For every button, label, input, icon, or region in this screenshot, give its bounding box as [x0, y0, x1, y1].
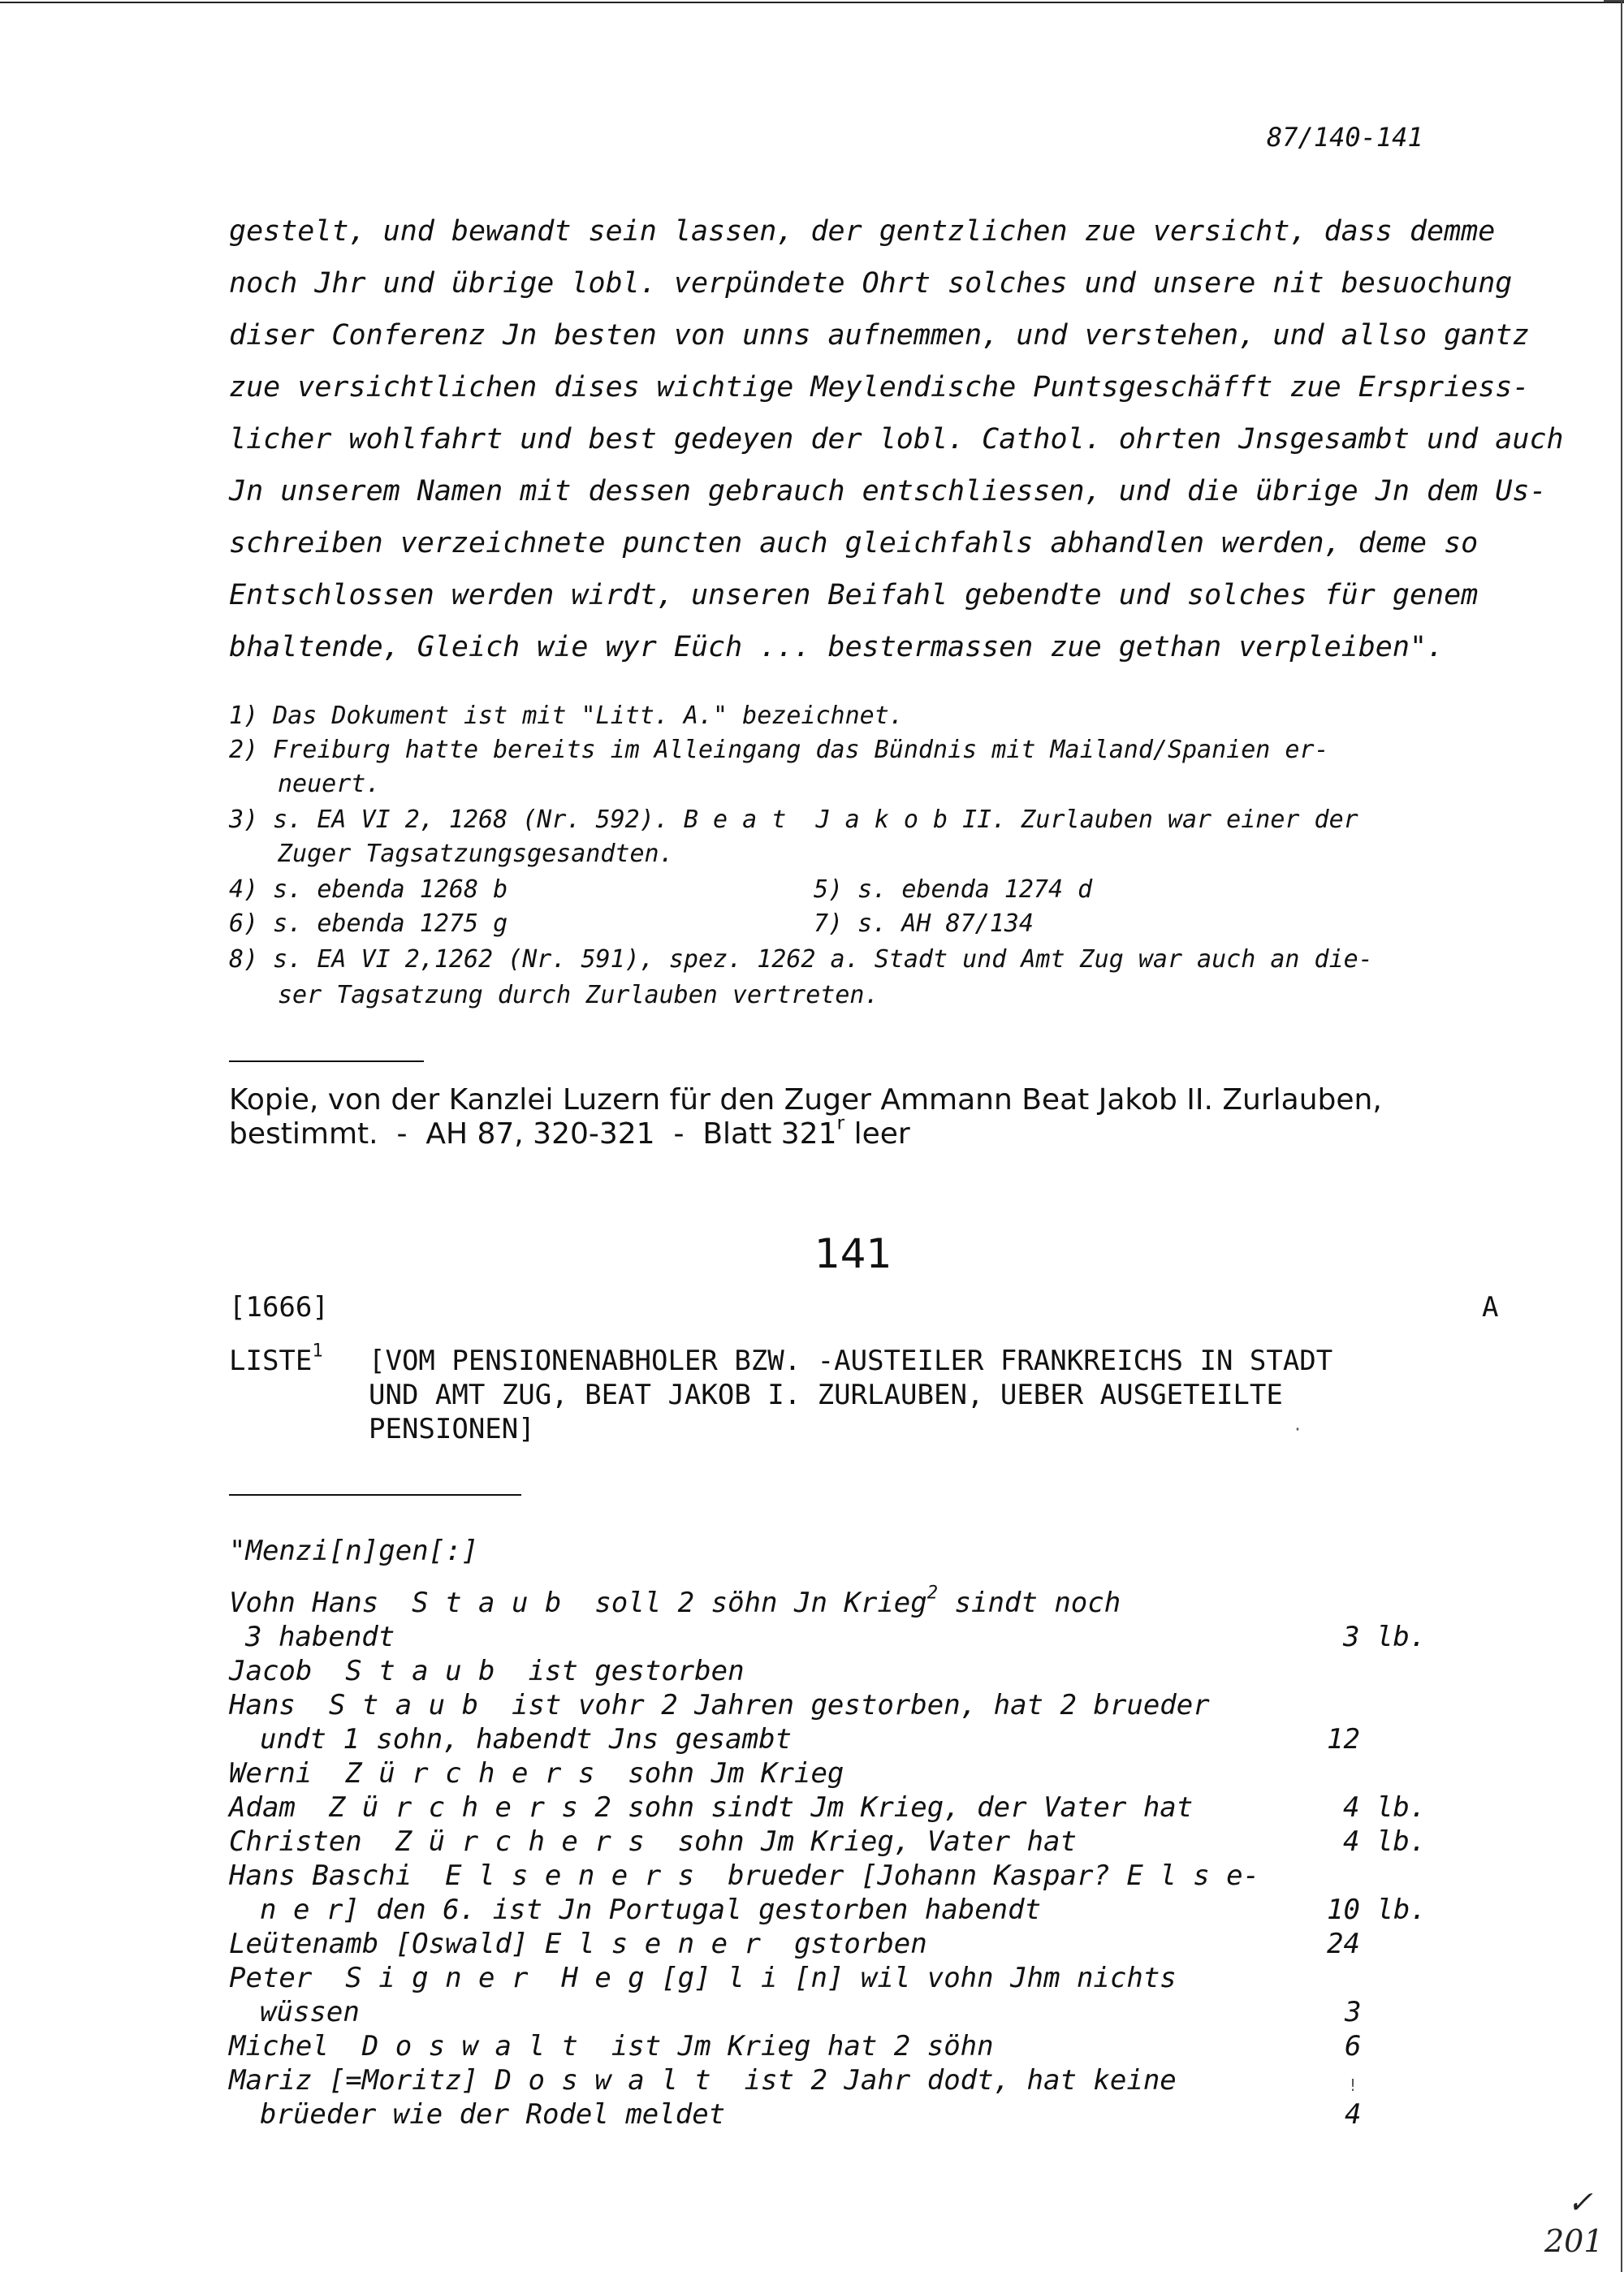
paragraph-line: licher wohlfahrt und best gedeyen der lobl. Cathol. ohrten Jnsgesambt und auch	[229, 423, 1564, 456]
list-item: Peter S i g n e r H e g [g] l i [n] wil vohn Jhm nichts	[229, 1962, 1177, 1994]
list-item: Jacob S t a u b ist gestorben	[229, 1655, 745, 1687]
footnote-3: 3) s. EA VI 2, 1268 (Nr. 592). B e a t J a k o b II. Zurlauben war einer der	[229, 806, 1358, 834]
list-item: Mariz [=Moritz] D o s w a l t ist 2 Jahr dodt, hat keine	[229, 2064, 1177, 2097]
list-item-cont: brüeder wie der Rodel meldet	[260, 2098, 726, 2131]
footnote-1: 1) Das Dokument ist mit "Litt. A." bezeichnet.	[229, 702, 904, 730]
document-title-line: UND AMT ZUG, BEAT JAKOB I. ZURLAUBEN, UEBER AUSGETEILTE	[369, 1379, 1283, 1411]
footnote-2-cont: neuert.	[278, 770, 381, 798]
list-item-amount: 24	[1327, 1928, 1360, 1960]
paragraph-line: gestelt, und bewandt sein lassen, der gentzlichen zue versicht, dass demme	[229, 215, 1496, 248]
list-item-amount: 10 lb.	[1327, 1894, 1427, 1926]
separator-rule	[229, 1060, 424, 1062]
document-title-line: [VOM PENSIONENABHOLER BZW. -AUSTEILER FRANKREICHS IN STADT	[369, 1345, 1333, 1377]
footnote-4: 4) s. ebenda 1268 b	[229, 875, 508, 904]
document-title-label	[229, 1340, 323, 1377]
page-top-edge	[0, 2, 1624, 3]
list-item-amount: 4 lb.	[1343, 1791, 1427, 1824]
paragraph-line: Entschlossen werden wirdt, unseren Beifahl gebendte und solches für genem	[229, 579, 1479, 611]
list-item	[229, 1582, 1121, 1619]
paragraph-line: schreiben verzeichnete puncten auch gleichfahls abhandlen werden, deme so	[229, 527, 1479, 559]
paragraph-line: noch Jhr und übrige lobl. verpündete Ohrt solches und unsere nit besuochung	[229, 267, 1513, 300]
footnote-2: 2) Freiburg hatte bereits im Alleingang das Bündnis mit Mailand/Spanien er-	[229, 736, 1329, 764]
list-item: Christen Z ü r c h e r s sohn Jm Krieg, Vater hat	[229, 1825, 1077, 1858]
speck: ·	[1293, 1419, 1303, 1439]
footnote-3-cont: Zuger Tagsatzungsgesandten.	[278, 840, 674, 868]
source-note-line: Kopie, von der Kanzlei Luzern für den Zuger Ammann Beat Jakob II. Zurlauben,	[229, 1083, 1382, 1117]
document-title-line: PENSIONEN]	[369, 1413, 535, 1445]
footnote-8-cont: ser Tagsatzung durch Zurlauben vertreten.	[278, 981, 879, 1009]
document-date: [1666]	[229, 1291, 329, 1324]
list-item-amount: 6	[1345, 2030, 1362, 2063]
paragraph-line: diser Conferenz Jn besten von unns aufnemmen, und verstehen, und allso gantz	[229, 319, 1530, 352]
handwritten-page-number: 201	[1544, 2223, 1604, 2259]
list-item: Michel D o s w a l t ist Jm Krieg hat 2 söhn	[229, 2030, 994, 2063]
title-word: LISTE	[229, 1345, 313, 1377]
footnote-ref: 2	[926, 1582, 939, 1604]
page-reference: 87/140-141	[1267, 122, 1423, 153]
list-item-amount: 3 lb.	[1343, 1621, 1427, 1653]
source-note-text: leer	[844, 1117, 910, 1151]
paragraph-line: zue versichtlichen dises wichtige Meylendische Puntsgeschäfft zue Erspriess-	[229, 371, 1530, 404]
list-item: Werni Z ü r c h e r s sohn Jm Krieg	[229, 1757, 844, 1790]
footnote-6: 6) s. ebenda 1275 g	[229, 909, 508, 938]
list-item: Leütenamb [Oswald] E l s e n e r gstorben	[229, 1928, 927, 1960]
list-item-cont: wüssen	[260, 1996, 360, 2028]
list-item-amount: 12	[1327, 1723, 1360, 1756]
list-item-amount: 3	[1345, 1996, 1362, 2028]
list-item-cont: 3 habendt	[245, 1621, 395, 1653]
list-item-amount: 4	[1345, 2098, 1362, 2131]
list-item-cont: undt 1 sohn, habendt Jns gesambt	[260, 1723, 793, 1756]
handwritten-check: ✓	[1567, 2184, 1593, 2220]
recto-superscript: r	[836, 1111, 845, 1134]
list-item-amount: 4 lb.	[1343, 1825, 1427, 1858]
document-number: 141	[814, 1230, 892, 1277]
list-item-text: sindt noch	[938, 1587, 1121, 1619]
footnote-8: 8) s. EA VI 2,1262 (Nr. 591), spez. 1262 a. Stadt und Amt Zug war auch an die-	[229, 945, 1373, 974]
speck: !	[1348, 2075, 1358, 2095]
page-right-edge	[1621, 0, 1622, 2272]
list-item-cont: n e r] den 6. ist Jn Portugal gestorben habendt	[260, 1894, 1042, 1926]
list-item: Hans Baschi E l s e n e r s brueder [Johann Kaspar? E l s e-	[229, 1859, 1260, 1892]
source-note-text: bestimmt. - AH 87, 320-321 - Blatt 321	[229, 1117, 837, 1151]
list-heading: "Menzi[n]gen[:]	[229, 1535, 479, 1567]
footnote-5: 5) s. ebenda 1274 d	[814, 875, 1093, 904]
page-corner-mark	[1604, 0, 1624, 2]
list-item: Adam Z ü r c h e r s 2 sohn sindt Jm Krieg, der Vater hat	[229, 1791, 1194, 1824]
document-marker: A	[1482, 1291, 1499, 1324]
list-item-text: Vohn Hans S t a u b soll 2 söhn Jn Krieg	[229, 1587, 927, 1619]
source-note-line	[229, 1111, 910, 1151]
separator-rule	[229, 1494, 521, 1496]
paragraph-line: bhaltende, Gleich wie wyr Eüch ... bestermassen zue gethan verpleiben".	[229, 631, 1445, 663]
paragraph-line: Jn unserem Namen mit dessen gebrauch entschliessen, und die übrige Jn dem Us-	[229, 475, 1547, 508]
list-item: Hans S t a u b ist vohr 2 Jahren gestorben, hat 2 brueder	[229, 1689, 1210, 1721]
title-footnote-ref: 1	[312, 1340, 323, 1362]
footnote-7: 7) s. AH 87/134	[814, 909, 1034, 938]
